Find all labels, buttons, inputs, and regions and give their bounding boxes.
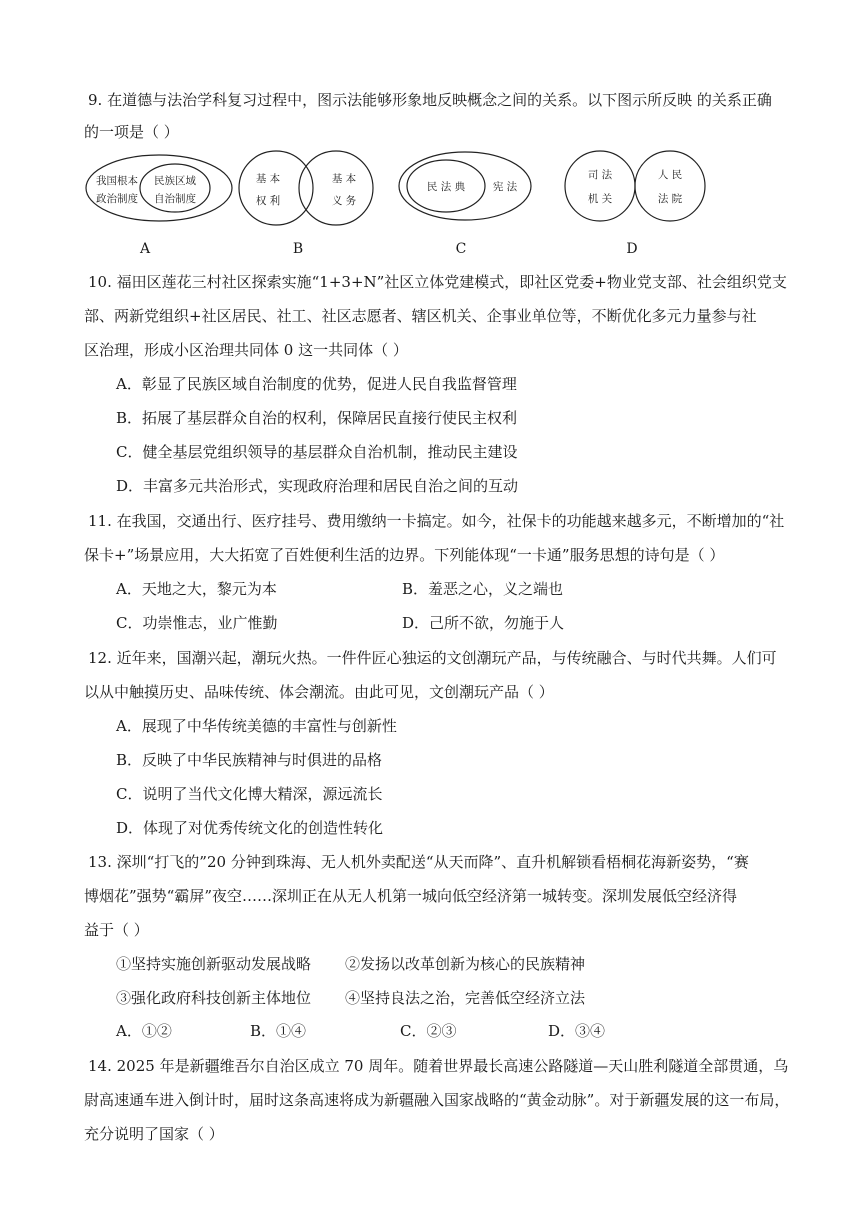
diagram-b-left-line1: 基 本 [255, 173, 281, 185]
q10-option-a[interactable]: A．彰显了民族区域自治制度的优势，促进人民自我监督管理 [116, 375, 517, 393]
q13-option-a[interactable]: A．①② [116, 1022, 172, 1040]
q11-option-a[interactable]: A．天地之大，黎元为本 [116, 580, 277, 598]
q14-stem-line3: 充分说明了国家（ ） [84, 1125, 224, 1143]
diagram-label-d: D [626, 241, 638, 257]
q12-option-d[interactable]: D．体现了对优秀传统文化的创造性转化 [116, 819, 384, 837]
q10-option-c[interactable]: C．健全基层党组织领导的基层群众自治机制，推动民主建设 [116, 443, 518, 461]
diagram-b-right-line2: 义 务 [331, 195, 357, 207]
diagram-a-inner-line2: 自治制度 [154, 193, 196, 205]
diagram-label-a: A [139, 241, 151, 257]
q9-diagrams [0, 148, 868, 238]
q10-stem-line2: 部、两新党组织+社区居民、社工、社区志愿者、辖区机关、企事业单位等，不断优化多元力量参与社 [84, 307, 757, 325]
q10-stem-line3: 区治理，形成小区治理共同体 0 这一共同体（ ） [84, 341, 408, 359]
q12-stem-line2: 以从中触摸历史、品味传统、体会潮流。由此可见，文创潮玩产品（ ） [84, 683, 554, 701]
diagram-d-left-line1: 司 法 [587, 169, 613, 181]
diagram-a-outer-line1: 我国根本 [96, 175, 138, 187]
diagram-a-outer-line2: 政治制度 [96, 193, 138, 205]
q13-option-b[interactable]: B．①④ [250, 1022, 307, 1040]
q10-option-d[interactable]: D．丰富多元共治形式，实现政府治理和居民自治之间的互动 [116, 477, 519, 495]
diagram-b-left-line2: 权 利 [255, 195, 281, 207]
q13-item-1: ①坚持实施创新驱动发展战略 [116, 955, 312, 973]
diagram-label-c: C [455, 241, 467, 257]
diagram-a [86, 155, 232, 221]
q11-option-d[interactable]: D．己所不欲，勿施于人 [402, 614, 565, 632]
q9-stem-line1: 9. 在道德与法治学科复习过程中，图示法能够形象地反映概念之间的关系。以下图示所反映 的关系正确 [88, 91, 772, 109]
diagram-d [565, 151, 705, 221]
diagram-c [399, 152, 531, 220]
q13-stem-line1: 13. 深圳“打飞的”20 分钟到珠海、无人机外卖配送“从天而降”、直升机解锁看梧桐花海新姿势，“赛 [88, 853, 749, 871]
q11-option-b[interactable]: B．羞恶之心，义之端也 [402, 580, 564, 598]
diagram-b-right-line1: 基 本 [331, 173, 357, 185]
q14-stem-line2: 尉高速通车进入倒计时，届时这条高速将成为新疆融入国家战略的“黄金动脉”。对于新疆发展的这一布局， [84, 1091, 790, 1109]
q13-item-2: ②发扬以改革创新为核心的民族精神 [345, 955, 586, 973]
diagram-label-b: B [292, 241, 304, 257]
q11-stem-line2: 保卡+”场景应用，大大拓宽了百姓便利生活的边界。下列能体现“一卡通”服务思想的诗句是（ ） [84, 546, 725, 564]
q13-item-3: ③强化政府科技创新主体地位 [116, 989, 312, 1007]
diagram-d-right-line2: 法 院 [657, 193, 683, 205]
q12-option-c[interactable]: C．说明了当代文化博大精深，源远流长 [116, 785, 383, 803]
q11-stem-line1: 11. 在我国，交通出行、医疗挂号、费用缴纳一卡搞定。如今，社保卡的功能越来越多元，不断增加的“社 [88, 512, 785, 530]
diagram-c-outer-label: 宪 法 [492, 181, 518, 193]
q13-option-d[interactable]: D．③④ [548, 1022, 606, 1040]
q10-stem-line1: 10. 福田区莲花三村社区探索实施“1+3+N”社区立体党建模式，即社区党委+物业党支部、社会组织党支 [88, 273, 787, 291]
diagram-d-left-line2: 机 关 [587, 193, 613, 205]
q14-stem-line1: 14. 2025 年是新疆维吾尔自治区成立 70 周年。随着世界最长高速公路隧道—天山胜利隧道全部贯通，乌 [88, 1057, 789, 1075]
q9-stem-line2: 的一项是（ ） [84, 123, 179, 141]
diagram-a-inner-line1: 民族区域 [154, 175, 196, 187]
q12-option-b[interactable]: B．反映了中华民族精神与时俱进的品格 [116, 751, 383, 769]
q12-option-a[interactable]: A．展现了中华传统美德的丰富性与创新性 [116, 717, 397, 735]
q13-stem-line2: 博烟花”强势“霸屏”夜空……深圳正在从无人机第一城向低空经济第一城转变。深圳发展低空经济得 [84, 887, 738, 905]
q11-option-c[interactable]: C．功崇惟志，业广惟勤 [116, 614, 278, 632]
q13-stem-line3: 益于（ ） [84, 921, 149, 939]
q12-stem-line1: 12. 近年来，国潮兴起，潮玩火热。一件件匠心独运的文创潮玩产品，与传统融合、与时代共舞。人们可 [88, 649, 777, 667]
q13-option-c[interactable]: C．②③ [400, 1022, 457, 1040]
diagram-c-inner-label: 民 法 典 [426, 181, 466, 193]
q13-item-4: ④坚持良法之治，完善低空经济立法 [345, 989, 586, 1007]
diagram-d-right-line1: 人 民 [657, 169, 683, 181]
q10-option-b[interactable]: B．拓展了基层群众自治的权利，保障居民直接行使民主权利 [116, 409, 518, 427]
diagram-b [239, 151, 373, 225]
